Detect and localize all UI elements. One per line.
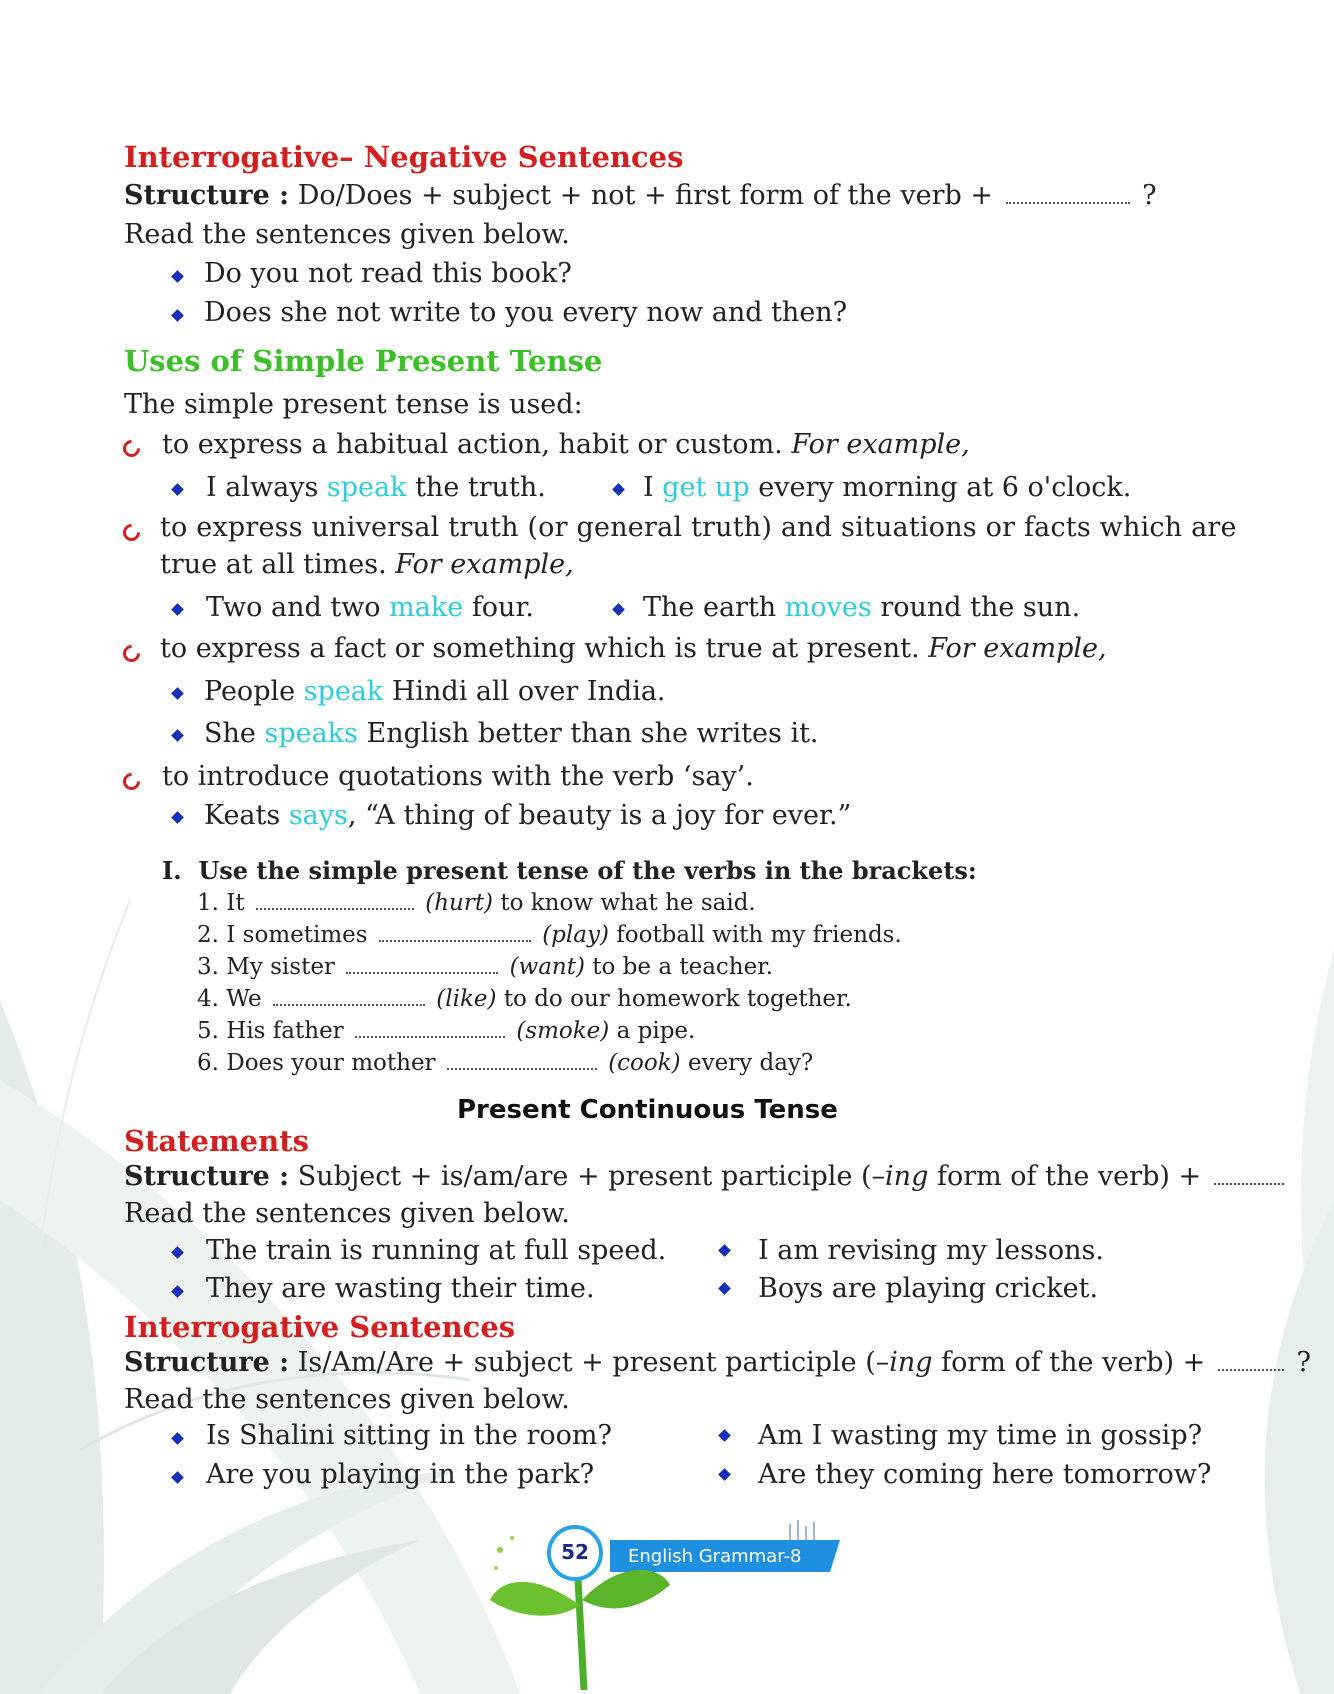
structure-text: form of the verb) +: [941, 1347, 1206, 1378]
structure-ing: ing: [885, 1161, 929, 1192]
diamond-bullet-icon: [612, 603, 625, 616]
exercise-item: [197, 1050, 813, 1076]
item-verb: (hurt): [425, 890, 494, 916]
use-item-habitual: [162, 429, 970, 460]
uses-intro-text: The simple present tense is used:: [124, 389, 583, 420]
item-verb: (play): [542, 922, 609, 948]
answer-blank[interactable]: [256, 908, 414, 910]
item-number: 1.: [197, 890, 219, 916]
example-sentence: Do you not read this book?: [204, 258, 572, 289]
item-number: 4.: [197, 986, 219, 1012]
item-number: 6.: [197, 1050, 219, 1076]
structure-text: form of the verb) +: [936, 1161, 1202, 1192]
example-sentence: [206, 472, 546, 503]
exercise-heading: [162, 856, 977, 885]
item-text: to know what he said.: [500, 890, 756, 916]
circle-bullet-icon: [119, 436, 143, 460]
keyword-verb: get up: [662, 472, 750, 503]
item-text: football with my friends.: [616, 922, 902, 948]
item-verb: (like): [436, 986, 497, 1012]
item-text: We: [226, 986, 262, 1012]
read-sentences-text: Read the sentences given below.: [124, 1198, 570, 1229]
item-number: 5.: [197, 1018, 219, 1044]
item-text: to do our homework together.: [503, 986, 852, 1012]
diamond-bullet-icon: [171, 1246, 184, 1259]
keyword-verb: speak: [326, 472, 407, 503]
circle-bullet-icon: [119, 641, 143, 665]
example-sentence: [204, 676, 666, 707]
section-heading-interrogative: Interrogative Sentences: [124, 1310, 516, 1344]
section-heading-statements: Statements: [124, 1124, 309, 1158]
example-sentence: [643, 472, 1131, 503]
diamond-bullet-icon: [171, 270, 184, 283]
keyword-verb: speaks: [264, 718, 358, 749]
book-title: English Grammar-8: [628, 1546, 802, 1567]
example-sentence: I am revising my lessons.: [758, 1235, 1104, 1266]
diamond-bullet-icon: [171, 603, 184, 616]
structure-line: [124, 1347, 1311, 1378]
item-number: 3.: [197, 954, 219, 980]
item-text: Does your mother: [226, 1050, 436, 1076]
answer-blank[interactable]: [447, 1068, 597, 1070]
structure-end: ?: [1142, 180, 1157, 211]
circle-bullet-icon: [119, 769, 143, 793]
example-text: The earth: [643, 592, 777, 623]
use-item-quotations: to introduce quotations with the verb ‘say’.: [162, 761, 754, 792]
page-number: 52: [561, 1540, 589, 1564]
example-sentence: [643, 592, 1080, 623]
diamond-bullet-icon: [171, 1285, 184, 1298]
example-sentence: Boys are playing cricket.: [758, 1273, 1099, 1304]
diamond-bullet-icon: [718, 1282, 731, 1295]
sprout-icon: [490, 1510, 850, 1690]
diamond-bullet-icon: [171, 483, 184, 496]
exercise-item: [197, 1018, 695, 1044]
use-text: to express a habitual action, habit or custom.: [162, 429, 783, 460]
example-text: four.: [471, 592, 534, 623]
example-text: I: [643, 472, 654, 503]
structure-label: Structure :: [124, 1347, 290, 1378]
structure-text: Subject + is/am/are + present participle (–: [297, 1161, 886, 1192]
exercise-item: [197, 954, 773, 980]
diamond-bullet-icon: [171, 309, 184, 322]
example-text: , “A thing of beauty is a joy for ever.”: [347, 800, 852, 831]
blank-line: [1214, 1183, 1284, 1185]
use-text: true at all times.: [160, 549, 387, 580]
example-sentence: Are you playing in the park?: [206, 1459, 595, 1490]
diamond-bullet-icon: [171, 687, 184, 700]
chapter-subtitle-present-continuous: Present Continuous Tense: [457, 1095, 838, 1125]
structure-ing: ing: [889, 1347, 933, 1378]
diamond-bullet-icon: [171, 1432, 184, 1445]
exercise-title: Use the simple present tense of the verbs in the brackets:: [198, 856, 977, 885]
use-text: to express a fact or something which is true at present.: [160, 633, 920, 664]
structure-label: Structure :: [124, 1161, 290, 1192]
diamond-bullet-icon: [718, 1244, 731, 1257]
example-text: She: [204, 718, 256, 749]
example-text: Hindi all over India.: [391, 676, 666, 707]
exercise-item: [197, 922, 902, 948]
page-footer: [490, 1510, 850, 1690]
diamond-bullet-icon: [612, 483, 625, 496]
answer-blank[interactable]: [379, 940, 531, 942]
example-sentence: The train is running at full speed.: [206, 1235, 667, 1266]
example-text: round the sun.: [880, 592, 1081, 623]
example-sentence: [204, 800, 851, 831]
exercise-number: I.: [162, 856, 182, 885]
item-text: I sometimes: [226, 922, 368, 948]
use-item-universal-truth-cont: [160, 549, 574, 580]
item-verb: (want): [509, 954, 585, 980]
example-text: English better than she writes it.: [366, 718, 819, 749]
diamond-bullet-icon: [171, 811, 184, 824]
item-number: 2.: [197, 922, 219, 948]
structure-line: [124, 1161, 1288, 1192]
example-text: Keats: [204, 800, 281, 831]
use-item-universal-truth: to express universal truth (or general truth) and situations or facts which are: [160, 512, 1237, 543]
item-text: to be a teacher.: [592, 954, 774, 980]
structure-line: [124, 180, 1157, 211]
item-text: a pipe.: [616, 1018, 696, 1044]
diamond-bullet-icon: [171, 1471, 184, 1484]
structure-label: Structure :: [124, 180, 290, 211]
section-heading-interrogative-negative: Interrogative– Negative Sentences: [124, 140, 684, 174]
answer-blank[interactable]: [346, 972, 498, 974]
item-text: It: [226, 890, 245, 916]
keyword-verb: moves: [784, 592, 872, 623]
item-text: My sister: [226, 954, 335, 980]
read-sentences-text: Read the sentences given below.: [124, 219, 570, 250]
example-text: People: [204, 676, 296, 707]
example-sentence: [206, 592, 534, 623]
example-sentence: Does she not write to you every now and then?: [204, 297, 848, 328]
for-example-text: For example,: [928, 633, 1107, 664]
item-text: His father: [226, 1018, 344, 1044]
exercise-item: [197, 890, 756, 916]
structure-text: Is/Am/Are + subject + present participle (–: [297, 1347, 890, 1378]
example-sentence: Am I wasting my time in gossip?: [758, 1420, 1203, 1451]
diamond-bullet-icon: [718, 1429, 731, 1442]
example-text: Two and two: [206, 592, 381, 623]
for-example-text: For example,: [791, 429, 970, 460]
use-item-fact: [160, 633, 1107, 664]
item-verb: (smoke): [516, 1018, 610, 1044]
section-heading-uses: Uses of Simple Present Tense: [124, 344, 603, 378]
keyword-verb: says: [288, 800, 348, 831]
example-text: every morning at 6 o'clock.: [758, 472, 1132, 503]
item-text: every day?: [687, 1050, 814, 1076]
example-text: I always: [206, 472, 319, 503]
example-sentence: [204, 718, 819, 749]
keyword-verb: speak: [303, 676, 384, 707]
circle-bullet-icon: [119, 520, 143, 544]
example-text: the truth.: [415, 472, 546, 503]
example-sentence: Are they coming here tomorrow?: [758, 1459, 1212, 1490]
answer-blank[interactable]: [355, 1036, 505, 1038]
for-example-text: For example,: [395, 549, 574, 580]
diamond-bullet-icon: [718, 1468, 731, 1481]
diamond-bullet-icon: [171, 729, 184, 742]
read-sentences-text: Read the sentences given below.: [124, 1384, 570, 1415]
blank-line: [1218, 1369, 1284, 1371]
blank-line: [1006, 202, 1130, 204]
item-verb: (cook): [608, 1050, 681, 1076]
example-sentence: They are wasting their time.: [206, 1273, 595, 1304]
exercise-item: [197, 986, 852, 1012]
keyword-verb: make: [389, 592, 464, 623]
structure-end: ?: [1296, 1347, 1311, 1378]
example-sentence: Is Shalini sitting in the room?: [206, 1420, 612, 1451]
structure-text: Do/Does + subject + not + first form of the verb +: [297, 180, 993, 211]
answer-blank[interactable]: [273, 1004, 425, 1006]
